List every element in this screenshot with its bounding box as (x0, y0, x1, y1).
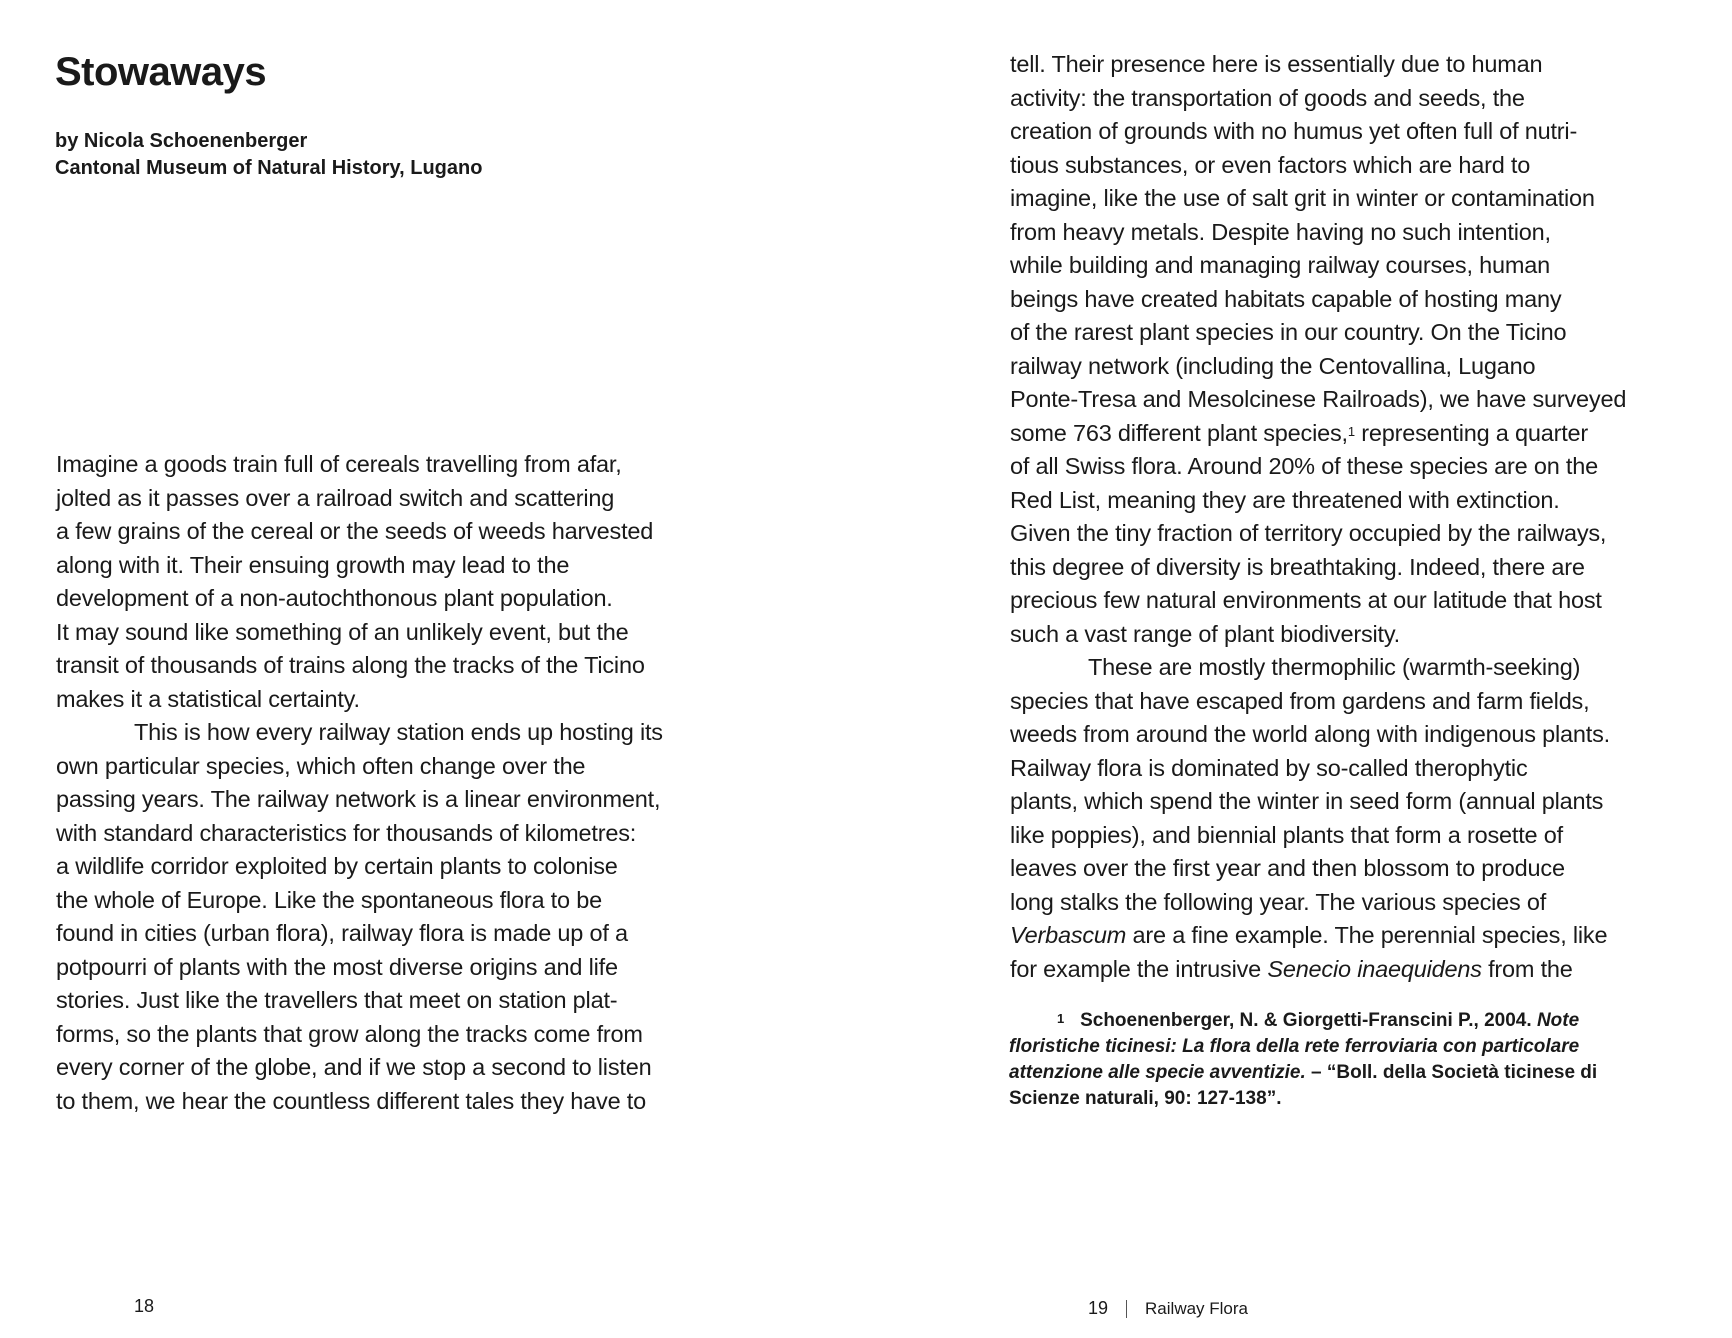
text-span: some 763 different plant species, (1010, 419, 1348, 446)
text-line: while building and managing railway courses, human (1010, 252, 1550, 278)
text-line: railway network (including the Centovallina, Lugano (1010, 352, 1536, 379)
affiliation: Cantonal Museum of Natural History, Lugano (55, 157, 483, 179)
text-line: This is how every railway station ends up hosting its (134, 719, 663, 745)
text-line (1010, 417, 1710, 451)
text-line: a few grains of the cereal or the seeds of weeds harvested (56, 518, 654, 544)
text-line: Railway flora is dominated by so-called therophytic (1010, 754, 1528, 781)
article-title: Stowaways (55, 50, 267, 94)
text-line (1009, 1008, 1709, 1034)
text-line: this degree of diversity is breathtaking. Indeed, there are (1010, 553, 1585, 580)
text-line: long stalks the following year. The various species of (1010, 888, 1547, 915)
text-line: of the rarest plant species in our country. On the Ticino (1010, 319, 1567, 345)
paragraph (56, 448, 756, 716)
text-line: transit of thousands of trains along the tracks of the Ticino (56, 652, 645, 678)
paragraph (1010, 651, 1710, 986)
text-line: a wildlife corridor exploited by certain plants to colonise (56, 853, 618, 879)
text-span: for example the intrusive (1010, 955, 1268, 982)
text-line: makes it a statistical certainty. (56, 685, 360, 712)
text-line: tell. Their presence here is essentially due to human (1010, 51, 1543, 77)
text-span: are a fine example. The perennial species, like (1126, 922, 1608, 948)
text-line: Imagine a goods train full of cereals travelling from afar, (56, 451, 622, 477)
text-line: every corner of the globe, and if we stop a second to listen (56, 1054, 652, 1080)
text-line: imagine, like the use of salt grit in winter or contamination (1010, 185, 1595, 211)
text-line (1010, 919, 1710, 953)
text-line: along with it. Their ensuing growth may lead to the (56, 551, 570, 578)
text-span: – “Boll. della Società ticinese di (1305, 1062, 1598, 1083)
text-span: Schoenenberger, N. & Giorgetti-Franscini P., 2004. (1080, 1010, 1537, 1031)
species-name: Senecio inaequidens (1267, 955, 1482, 982)
text-line: found in cities (urban flora), railway flora is made up of a (56, 920, 628, 946)
text-line: own particular species, which often change over the (56, 752, 586, 779)
footnote (1009, 1008, 1709, 1112)
text-line: These are mostly thermophilic (warmth-seeking) (1088, 654, 1581, 680)
text-line: species that have escaped from gardens and farm fields, (1010, 687, 1590, 714)
text-line: leaves over the first year and then blossom to produce (1010, 855, 1565, 881)
citation-title: floristiche ticinesi: La flora della rete ferroviaria con particolare (1009, 1036, 1580, 1057)
text-line: jolted as it passes over a railroad switch and scattering (56, 484, 615, 511)
text-line: creation of grounds with no humus yet often full of nutri- (1010, 118, 1578, 144)
text-line: It may sound like something of an unlikely event, but the (56, 618, 629, 645)
author: by Nicola Schoenenberger (55, 130, 308, 152)
text-line: passing years. The railway network is a linear environment, (56, 786, 661, 812)
text-line: forms, so the plants that grow along the tracks come from (56, 1020, 643, 1047)
text-line: plants, which spend the winter in seed form (annual plants (1010, 788, 1604, 814)
paragraph (56, 716, 756, 1118)
text-line: activity: the transportation of goods and seeds, the (1010, 84, 1525, 111)
text-span: from the (1481, 955, 1573, 982)
text-span: representing a quarter (1354, 419, 1589, 446)
page-number: 19 (1088, 1298, 1109, 1318)
text-line: of all Swiss flora. Around 20% of these species are on the (1010, 453, 1598, 479)
text-line: stories. Just like the travellers that meet on station plat- (56, 987, 618, 1013)
text-line: Given the tiny fraction of territory occupied by the railways, (1010, 520, 1607, 546)
section-title: Railway Flora (1145, 1299, 1249, 1318)
text-line: potpourri of plants with the most diverse origins and life (56, 953, 618, 980)
text-line: precious few natural environments at our latitude that host (1010, 587, 1602, 613)
text-line: weeds from around the world along with indigenous plants. (1010, 721, 1610, 747)
footnote-marker: 1 (1057, 1011, 1065, 1026)
text-line (1010, 953, 1710, 987)
citation-title: attenzione alle specie avventizie. (1009, 1062, 1306, 1083)
text-line: such a vast range of plant biodiversity. (1010, 620, 1400, 647)
body-text-left (56, 448, 756, 1118)
folio-separator (1126, 1300, 1127, 1318)
right-page (866, 0, 1732, 1338)
text-line: like poppies), and biennial plants that form a rosette of (1010, 821, 1563, 848)
species-name: Verbascum (1010, 922, 1127, 948)
text-line: Scienze naturali, 90: 127-138”. (1009, 1088, 1282, 1109)
paragraph (1010, 48, 1710, 651)
text-line: tious substances, or even factors which are hard to (1010, 151, 1531, 178)
text-line: from heavy metals. Despite having no such intention, (1010, 218, 1551, 245)
text-line: with standard characteristics for thousands of kilometres: (56, 819, 637, 846)
page-number: 18 (134, 1296, 155, 1316)
byline (55, 128, 482, 182)
text-line: Red List, meaning they are threatened with extinction. (1010, 486, 1560, 513)
footnote-reference[interactable]: 1 (1347, 423, 1355, 439)
text-line: development of a non-autochthonous plant population. (56, 585, 613, 611)
text-line: beings have created habitats capable of hosting many (1010, 285, 1562, 312)
text-line (1009, 1060, 1709, 1086)
folio (1088, 1298, 1248, 1319)
body-text-right (1010, 48, 1710, 986)
text-line: the whole of Europe. Like the spontaneous flora to be (56, 886, 602, 913)
text-line: Ponte-Tresa and Mesolcinese Railroads), we have surveyed (1010, 386, 1627, 412)
text-line (1009, 1034, 1709, 1060)
citation-title: Note (1536, 1010, 1580, 1031)
text-line: to them, we hear the countless different tales they have to (56, 1087, 646, 1114)
